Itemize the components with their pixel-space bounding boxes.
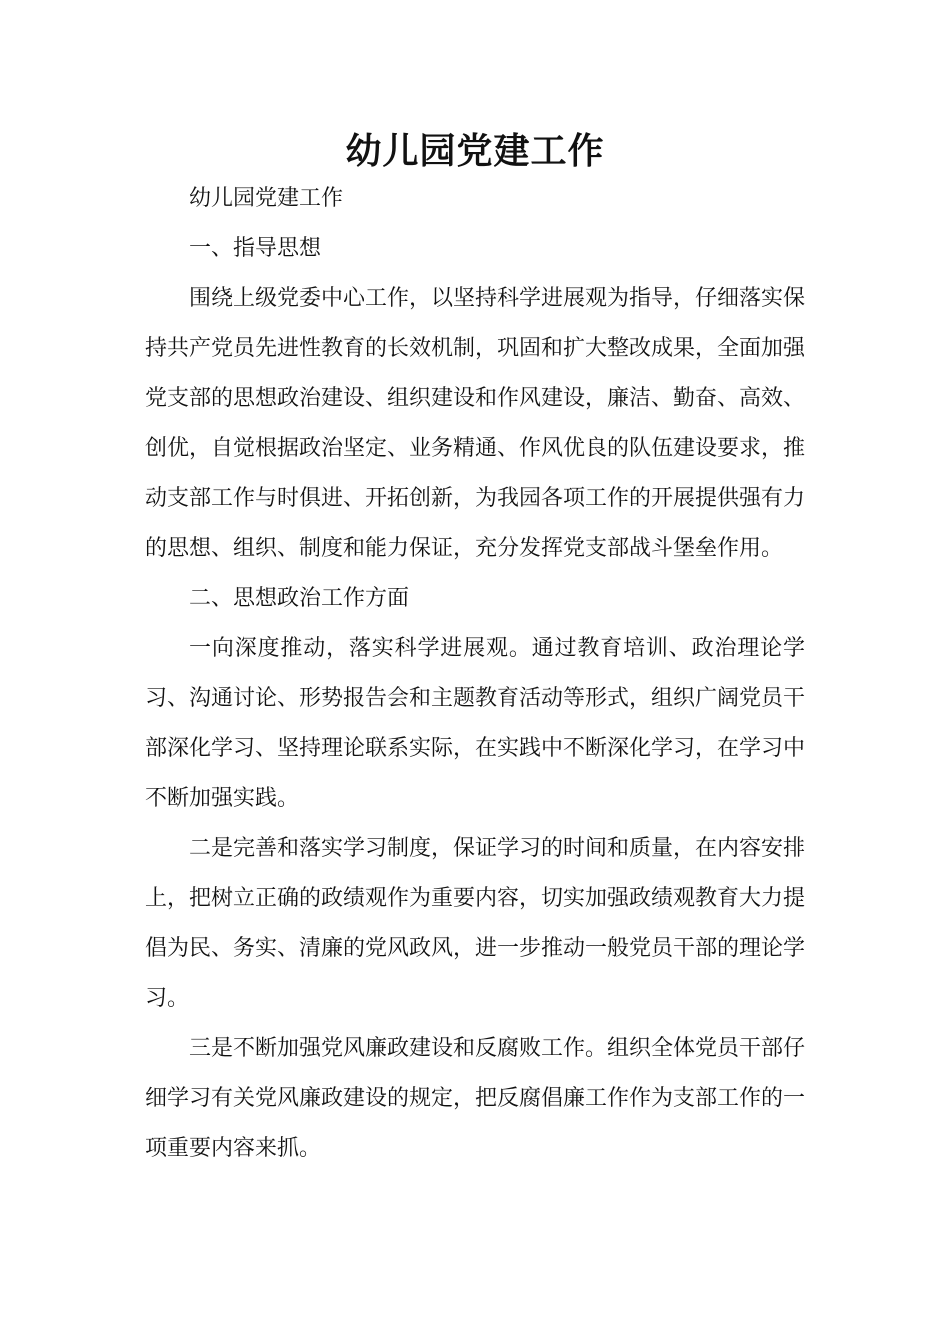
document-body xyxy=(145,174,805,1174)
document-title: 幼儿园党建工作 xyxy=(345,131,605,172)
paragraph-subtitle: 幼儿园党建工作 xyxy=(189,186,344,211)
paragraph-guiding-ideology: 围绕上级党委中心工作，以坚持科学进展观为指导，仔细落实保持共产党员先进性教育的长效机制，巩固和扩大整改成果，全面加强党支部的思想政治建设、组织建设和作风建设，廉洁、勤奋、高效、创优，自觉根据政治坚定、业务精通、作风优良的队伍建设要求，推动支部工作与时俱进、开拓创新，为我园各项工作的开展提供强有力的思想、组织、制度和能力保证，充分发挥党支部战斗堡垒作用。 xyxy=(145,286,806,561)
paragraph-point-two: 二是完善和落实学习制度，保证学习的时间和质量，在内容安排上，把树立正确的政绩观作为重要内容，切实加强政绩观教育大力提倡为民、务实、清廉的党风政风，进一步推动一般党员干部的理论学习。 xyxy=(145,836,806,1011)
section-heading-guiding-ideology: 一、指导思想 xyxy=(189,236,322,261)
paragraph-point-one: 一向深度推动，落实科学进展观。通过教育培训、政治理论学习、沟通讨论、形势报告会和主题教育活动等形式，组织广阔党员干部深化学习、坚持理论联系实际，在实践中不断深化学习，在学习中不断加强实践。 xyxy=(145,636,806,811)
section-heading-political-work: 二、思想政治工作方面 xyxy=(189,586,410,611)
paragraph-point-three: 三是不断加强党风廉政建设和反腐败工作。组织全体党员干部仔细学习有关党风廉政建设的规定，把反腐倡廉工作作为支部工作的一项重要内容来抓。 xyxy=(145,1036,806,1161)
